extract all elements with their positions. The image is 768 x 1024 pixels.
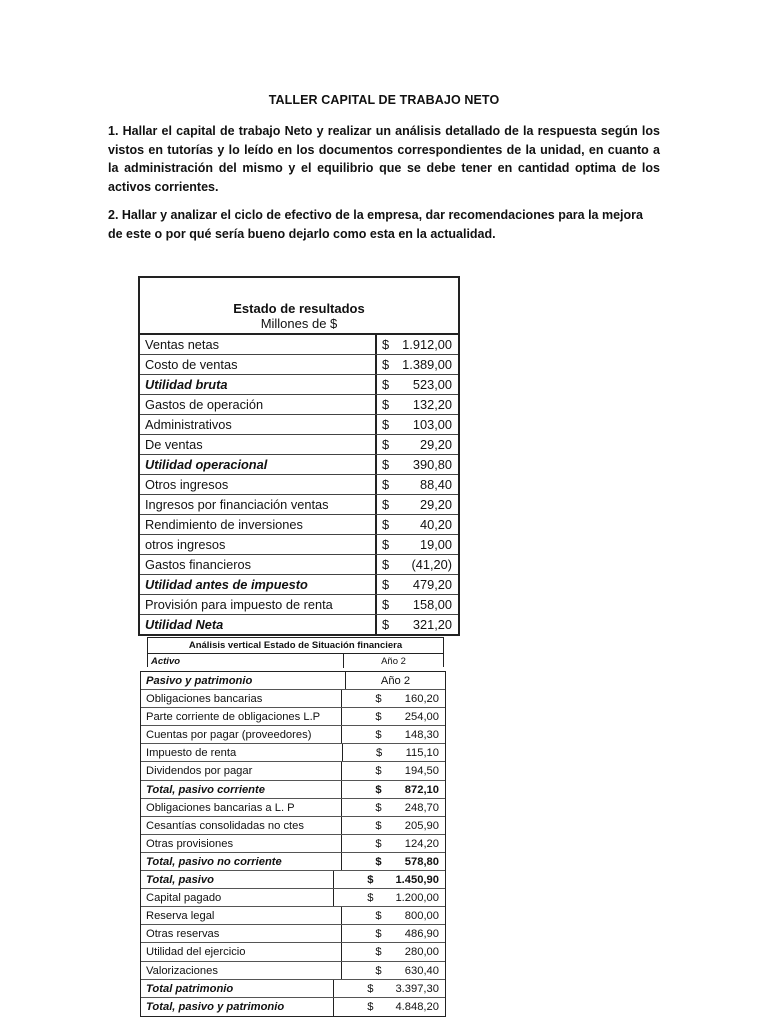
row-label: Gastos financieros <box>140 555 377 574</box>
row-value: 390,80 <box>412 457 452 472</box>
row-currency: $ <box>376 747 383 760</box>
table-row <box>141 853 445 871</box>
analisis-vertical-header <box>147 637 444 667</box>
row-currency: $ <box>382 557 390 572</box>
row-currency: $ <box>375 693 382 706</box>
row-currency: $ <box>367 892 374 905</box>
row-currency: $ <box>382 577 390 592</box>
row-label: Total, pasivo y patrimonio <box>141 998 334 1016</box>
instruction-1: 1. Hallar el capital de trabajo Neto y realizar un análisis detallado de la respuesta según los vistos en tutorías y lo leído en los documentos correspondientes de la unidad, en cuanto a la administración del mismo y el equilibrio que se debe tener en cantidad optima de los activos corrientes. <box>108 124 660 194</box>
row-value: 800,00 <box>404 910 439 923</box>
row-label: Total, pasivo corriente <box>141 781 342 798</box>
table-row <box>141 762 445 780</box>
row-label: Rendimiento de inversiones <box>140 515 377 534</box>
table-row <box>140 395 458 415</box>
table-row <box>141 962 445 980</box>
row-currency: $ <box>367 982 374 995</box>
row-value: 40,20 <box>419 517 452 532</box>
row-currency: $ <box>375 729 382 742</box>
row-label: Ingresos por financiación ventas <box>140 495 377 514</box>
row-currency: $ <box>375 928 382 941</box>
row-currency: $ <box>382 417 390 432</box>
row-label: Costo de ventas <box>140 355 377 374</box>
row-value: 479,20 <box>412 577 452 592</box>
row-label: De ventas <box>140 435 377 454</box>
activo-label: Activo <box>148 654 344 668</box>
row-value: 3.397,30 <box>395 982 439 995</box>
table-row <box>141 980 445 998</box>
row-currency: $ <box>367 874 374 887</box>
analisis-vertical-title: Análisis vertical Estado de Situación financiera <box>148 638 443 654</box>
table-row <box>140 515 458 535</box>
table-row <box>140 435 458 455</box>
pasivo-patrimonio-table <box>140 671 446 1017</box>
row-currency: $ <box>375 837 382 850</box>
table-row <box>140 455 458 475</box>
table-row <box>140 535 458 555</box>
row-label: Administrativos <box>140 415 377 434</box>
pasivo-patrimonio-header-label: Pasivo y patrimonio <box>141 672 346 689</box>
row-label: Capital pagado <box>141 889 334 906</box>
table-row <box>141 744 445 762</box>
row-value: 29,20 <box>419 437 452 452</box>
table-row <box>140 595 458 615</box>
row-currency: $ <box>382 497 390 512</box>
row-currency: $ <box>382 337 390 352</box>
row-currency: $ <box>367 1000 374 1013</box>
row-value: (41,20) <box>411 557 452 572</box>
row-currency: $ <box>375 964 382 977</box>
row-value: 248,70 <box>404 801 439 814</box>
table-row <box>141 799 445 817</box>
table-row <box>140 575 458 595</box>
row-currency: $ <box>375 946 382 959</box>
row-value: 88,40 <box>419 477 452 492</box>
instruction-2: 2. Hallar y analizar el ciclo de efectivo de la empresa, dar recomendaciones para la mejora de este o por qué sería bueno dejarlo como esta en la actualidad. <box>108 208 643 241</box>
row-label: Utilidad del ejercicio <box>141 943 342 960</box>
row-value: 194,50 <box>404 765 439 778</box>
row-value: 1.912,00 <box>402 337 452 352</box>
table-row <box>141 835 445 853</box>
row-value: 872,10 <box>404 783 439 796</box>
row-currency: $ <box>382 357 390 372</box>
row-value: 280,00 <box>404 946 439 959</box>
table-row <box>140 335 458 355</box>
estado-resultados-header <box>140 278 458 335</box>
row-value: 1.389,00 <box>402 357 452 372</box>
table-row <box>140 415 458 435</box>
row-label: Provisión para impuesto de renta <box>140 595 377 614</box>
row-value: 1.200,00 <box>395 892 439 905</box>
table-row <box>141 817 445 835</box>
row-label: Cesantías consolidadas no ctes <box>141 817 342 834</box>
row-label: Dividendos por pagar <box>141 762 342 779</box>
row-currency: $ <box>382 617 390 632</box>
table-row <box>140 355 458 375</box>
row-value: 29,20 <box>419 497 452 512</box>
row-currency: $ <box>375 765 382 778</box>
table-row <box>141 726 445 744</box>
table-row <box>141 907 445 925</box>
table-row <box>141 781 445 799</box>
row-currency: $ <box>375 819 382 832</box>
row-value: 578,80 <box>404 855 439 868</box>
pasivo-patrimonio-header <box>141 672 445 690</box>
row-label: Utilidad bruta <box>140 375 377 394</box>
row-label: Otras provisiones <box>141 835 342 852</box>
row-value: 19,00 <box>419 537 452 552</box>
row-label: Reserva legal <box>141 907 342 924</box>
row-label: Gastos de operación <box>140 395 377 414</box>
row-value: 124,20 <box>404 837 439 850</box>
row-currency: $ <box>375 910 382 923</box>
row-label: Total, pasivo <box>141 871 334 888</box>
table-row <box>141 708 445 726</box>
estado-resultados-title: Estado de resultados <box>233 301 365 316</box>
row-label: otros ingresos <box>140 535 377 554</box>
row-value: 158,00 <box>412 597 452 612</box>
table-row <box>140 495 458 515</box>
row-label: Total patrimonio <box>141 980 334 997</box>
row-value: 132,20 <box>412 397 452 412</box>
row-currency: $ <box>382 457 390 472</box>
row-label: Valorizaciones <box>141 962 342 979</box>
row-label: Utilidad Neta <box>140 615 377 634</box>
table-row <box>140 475 458 495</box>
table-row <box>141 998 445 1016</box>
row-value: 115,10 <box>405 747 439 760</box>
table-row <box>141 871 445 889</box>
estado-resultados-subtitle: Millones de $ <box>260 316 338 331</box>
table-row <box>141 889 445 907</box>
row-value: 321,20 <box>412 617 452 632</box>
row-label: Impuesto de renta <box>141 744 343 761</box>
table-row <box>141 943 445 961</box>
row-value: 1.450,90 <box>395 874 439 887</box>
pasivo-patrimonio-year: Año 2 <box>380 675 411 687</box>
row-label: Obligaciones bancarias a L. P <box>141 799 342 816</box>
row-value: 630,40 <box>404 964 439 977</box>
row-label: Parte corriente de obligaciones L.P <box>141 708 342 725</box>
row-currency: $ <box>375 855 382 868</box>
row-label: Cuentas por pagar (proveedores) <box>141 726 342 743</box>
row-currency: $ <box>382 377 390 392</box>
row-value: 205,90 <box>404 819 439 832</box>
row-value: 148,30 <box>404 729 439 742</box>
row-label: Obligaciones bancarias <box>141 690 342 707</box>
row-label: Otras reservas <box>141 925 342 942</box>
row-value: 254,00 <box>404 711 439 724</box>
table-row <box>141 925 445 943</box>
table-row <box>141 690 445 708</box>
row-currency: $ <box>375 783 382 796</box>
row-currency: $ <box>382 517 390 532</box>
table-row <box>140 615 458 634</box>
row-currency: $ <box>382 477 390 492</box>
row-currency: $ <box>382 397 390 412</box>
row-currency: $ <box>382 537 390 552</box>
estado-resultados-table <box>138 276 460 636</box>
row-value: 103,00 <box>412 417 452 432</box>
table-row <box>140 555 458 575</box>
document-title: TALLER CAPITAL DE TRABAJO NETO <box>268 93 500 107</box>
activo-year: Año 2 <box>381 656 406 667</box>
row-value: 523,00 <box>412 377 452 392</box>
row-currency: $ <box>375 801 382 814</box>
row-currency: $ <box>382 437 390 452</box>
row-currency: $ <box>375 711 382 724</box>
row-label: Ventas netas <box>140 335 377 354</box>
row-value: 486,90 <box>404 928 439 941</box>
row-value: 4.848,20 <box>395 1000 439 1013</box>
row-value: 160,20 <box>404 693 439 706</box>
table-row <box>140 375 458 395</box>
row-label: Utilidad antes de impuesto <box>140 575 377 594</box>
row-label: Utilidad operacional <box>140 455 377 474</box>
row-currency: $ <box>382 597 390 612</box>
row-label: Total, pasivo no corriente <box>141 853 342 870</box>
row-label: Otros ingresos <box>140 475 377 494</box>
